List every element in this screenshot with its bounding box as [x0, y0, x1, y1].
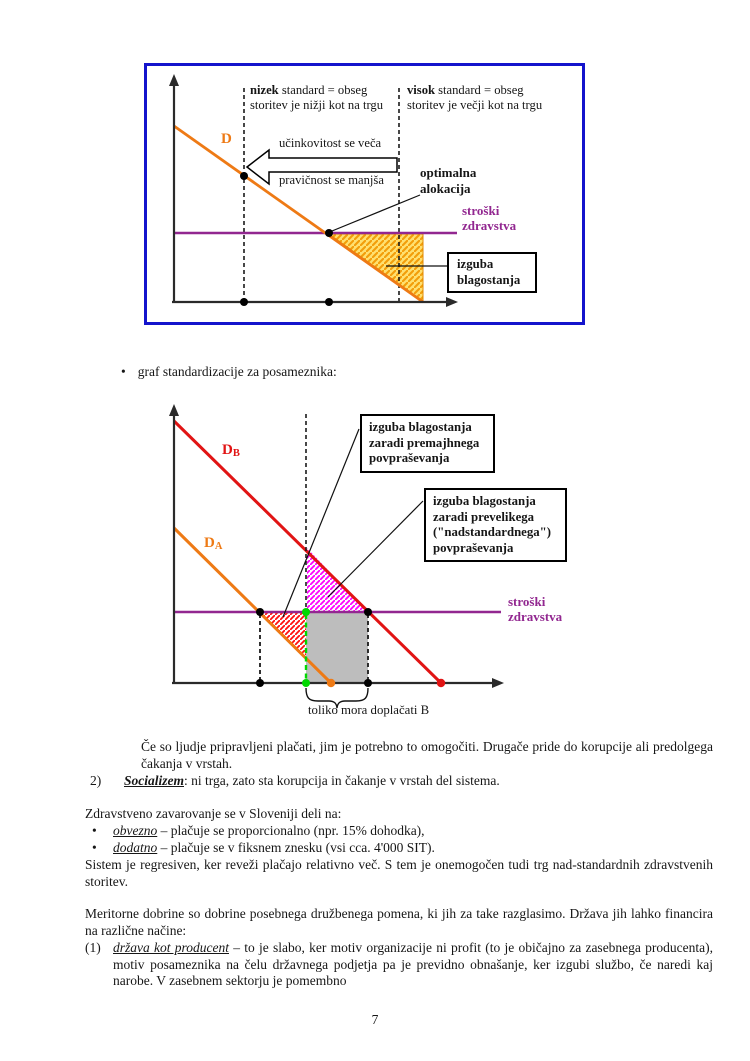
- fig2-db-main: D: [222, 442, 233, 458]
- bullet-icon: •: [121, 364, 126, 379]
- fig2-costs-dot-right: [364, 608, 372, 616]
- fig1-low-standard-label: [250, 83, 383, 113]
- fig1-optimal-label: [420, 165, 476, 196]
- list-item-drzava: [85, 940, 713, 990]
- fig1-fairness-label: pravičnost se manjša: [279, 173, 384, 187]
- fig2-loss-low-line1: izguba blagostanja: [369, 420, 472, 434]
- bullet-item-dodatno: [92, 840, 713, 857]
- paragraph-meritorne: Meritorne dobrine so dobrine posebnega družbenega pomena, ki jih za take razglasimo. Država jih lahko financira na različne načine:: [85, 906, 713, 938]
- list-item-socializem: [90, 773, 713, 790]
- fig2-demand-b-label: [222, 442, 240, 459]
- item-marker-1: (1): [85, 940, 101, 955]
- fig2-x-axis-arrow: [492, 678, 504, 688]
- fig2-da-main: D: [204, 535, 215, 551]
- paragraph-regressive: Sistem je regresiven, ker reveži plačajo relativno več. S tem je onemogočen tudi trg nad-standardnih zdravstvenih storitev.: [85, 857, 713, 889]
- fig1-optimal-line1: optimalna: [420, 165, 477, 180]
- fig1-high-standard-label: [407, 83, 542, 113]
- fig1-costs-line1: stroški: [462, 203, 500, 218]
- fig2-loss-low-line2: zaradi premajhnega: [369, 435, 480, 450]
- graph-bullet-text: graf standardizacije za posameznika:: [137, 364, 337, 379]
- fig1-y-axis-arrow: [169, 74, 179, 86]
- fig2-loss-high-box: [424, 488, 567, 562]
- term-dodatno: dodatno: [113, 840, 158, 855]
- term-socializem: Socializem: [124, 773, 184, 788]
- fig2-costs-line2: zdravstva: [508, 609, 563, 624]
- paragraph-conclusion: Če so ljudje pripravljeni plačati, jim je potrebno to omogočiti. Drugače pride do korupcije ali predolgega čakanja v vrstah.: [141, 739, 713, 771]
- fig2-loss-high-line4: povpraševanja: [433, 540, 514, 555]
- bullet-icon: •: [92, 823, 97, 838]
- fig2-brace-label: toliko mora doplačati B: [308, 703, 430, 717]
- fig1-demand-label: D: [221, 131, 232, 147]
- item-socializem-rest: : ni trga, zato sta korupcija in čakanje v vrstah del sistema.: [184, 773, 500, 788]
- fig2-db-sub: B: [232, 448, 240, 459]
- fig2-red-axis-dot: [437, 679, 445, 687]
- paragraph-insurance-intro: Zdravstveno zavarovanje se v Sloveniji deli na:: [85, 806, 342, 821]
- fig2-y-axis-arrow: [169, 404, 179, 416]
- fig1-optimal-pointer-line: [332, 195, 420, 231]
- fig1-demand-line: [174, 126, 423, 302]
- fig2-axis-dot-left: [256, 679, 264, 687]
- fig1-costs-line2: zdravstva: [462, 218, 517, 233]
- page-number: 7: [371, 1012, 379, 1027]
- term-obvezno: obvezno: [113, 823, 158, 838]
- fig2-costs-label: [508, 594, 562, 624]
- fig1-costs-label: [462, 203, 516, 233]
- bullet-item-obvezno: [92, 823, 713, 840]
- item-marker-2: 2): [90, 773, 102, 788]
- item-drzava-rest: – to je slabo, ker motiv organizacije ni profit (to je običajno za zasebnega producenta), motiv posameznika na čelu državnega podjetja pa je previdno obnašanje, ker izgubi službo, če naredi kaj narobe. V zasebnem sektorju je pomembno: [113, 940, 714, 988]
- fig1-loss-line2: blagostanja: [457, 272, 521, 287]
- graph-bullet-item: [121, 364, 337, 381]
- fig2-costs-dot-left: [256, 608, 264, 616]
- fig1-high-standard-rest: standard = obseg: [435, 83, 524, 97]
- fig2-demand-a-label: [204, 535, 222, 552]
- fig2-loss-low-line3: povpraševanja: [369, 451, 450, 465]
- bullet-dodatno-rest: – plačuje se v fiksnem znesku (vsi cca. 4'000 SIT).: [157, 840, 435, 855]
- fig2-loss-low-box: [360, 414, 495, 473]
- fig1-high-standard-bold: visok: [407, 83, 435, 97]
- fig2-axis-dot-right: [364, 679, 372, 687]
- fig1-x-axis-arrow: [446, 297, 458, 307]
- fig1-loss-line1: izguba: [457, 257, 494, 271]
- fig1-optimal-dot: [325, 229, 333, 237]
- fig2-da-sub: A: [214, 541, 223, 552]
- bullet-obvezno-rest: – plačuje se proporcionalno (npr. 15% dohodka),: [157, 823, 425, 838]
- fig2-costs-line1: stroški: [508, 594, 546, 609]
- fig2-loss-high-line2: zaradi prevelikega: [433, 509, 535, 524]
- fig2-copayment-rect: [306, 612, 368, 683]
- fig2-loss-high-pointer-line: [328, 501, 423, 597]
- fig2-loss-high-line1: izguba blagostanja: [433, 494, 536, 508]
- fig2-loss-high-line3: ("nadstandardnega"): [433, 525, 552, 539]
- term-drzava-kot-producent: država kot producent: [113, 940, 229, 955]
- fig1-demand-dot: [240, 172, 248, 180]
- fig1-low-standard-line2: storitev je nižji kot na trgu: [250, 98, 384, 112]
- bullet-icon: •: [92, 840, 97, 855]
- fig1-axis-dot-optimal: [325, 298, 333, 306]
- fig2-green-dot-bottom: [302, 679, 310, 687]
- fig1-loss-box: [447, 252, 537, 293]
- fig1-high-standard-line2: storitev je večji kot na trgu: [407, 98, 543, 112]
- fig1-optimal-line2: alokacija: [420, 180, 471, 196]
- fig1-low-standard-bold: nizek: [250, 83, 279, 97]
- fig1-low-standard-rest: standard = obseg: [278, 83, 368, 97]
- fig2-orange-axis-dot: [327, 679, 335, 687]
- fig2-green-dot-top: [302, 608, 310, 616]
- fig1-axis-dot-low: [240, 298, 248, 306]
- fig1-efficiency-label: učinkovitost se veča: [279, 136, 382, 150]
